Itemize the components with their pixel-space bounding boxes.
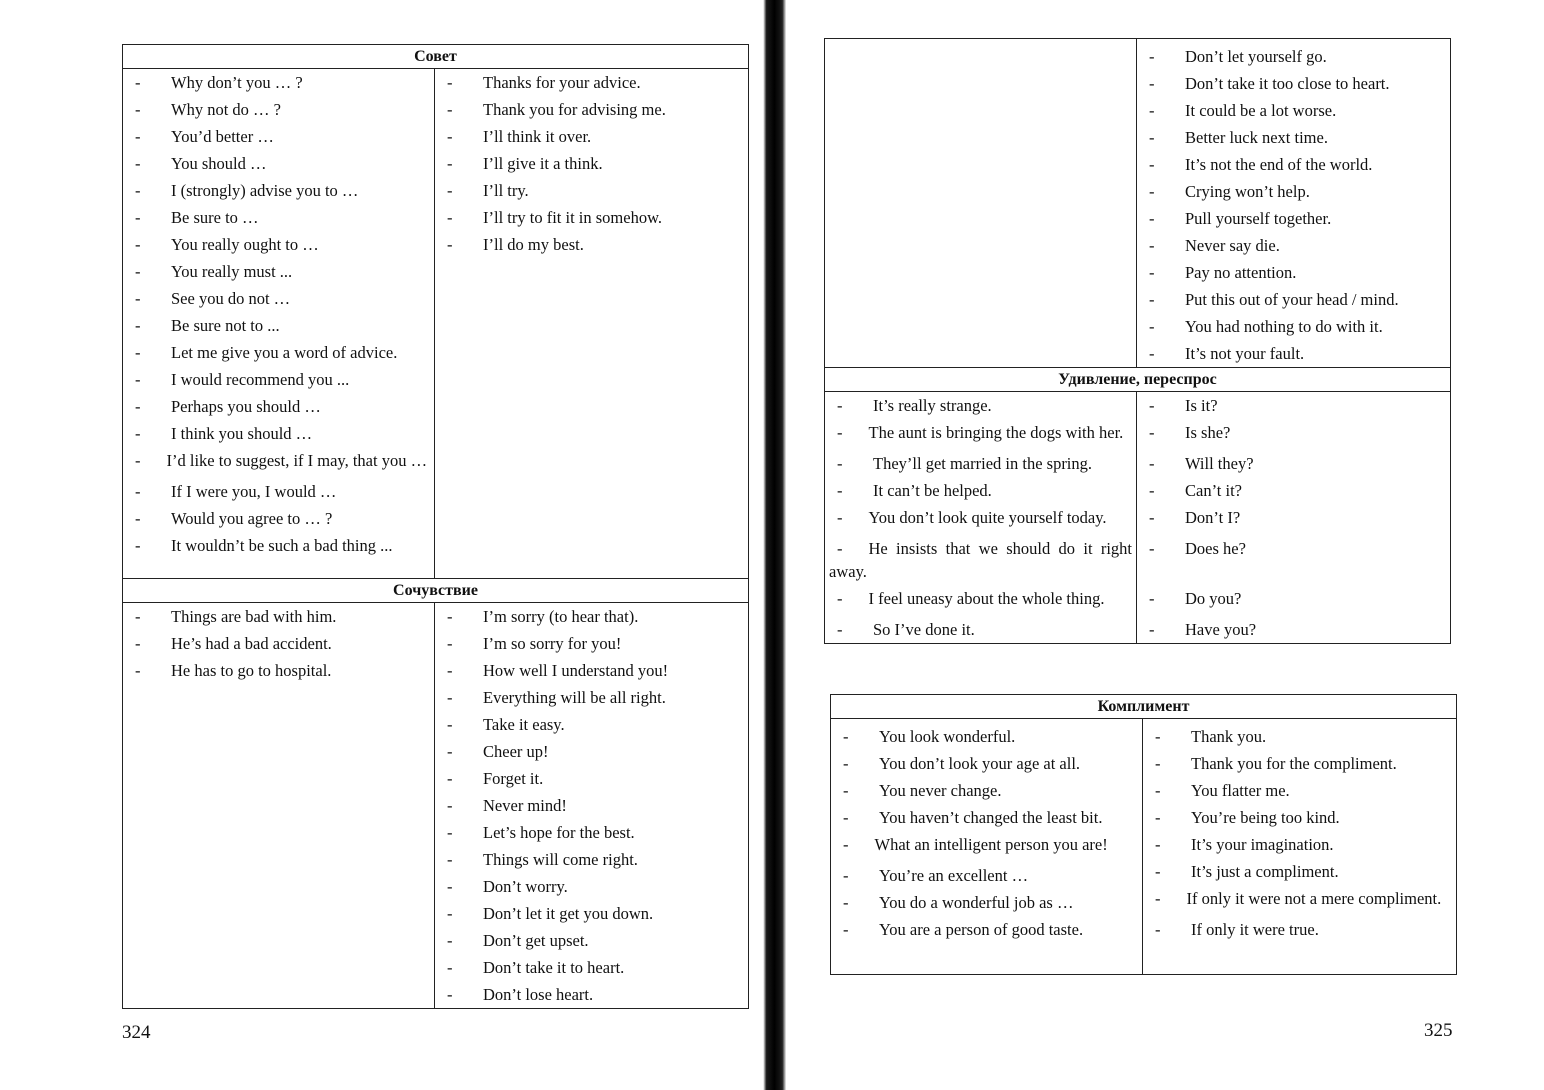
list-item: - If I were you, I would … xyxy=(123,478,434,505)
list-item: - Is she? xyxy=(1137,419,1450,446)
list-item: - I’ll try to fit it in somehow. xyxy=(435,204,748,231)
list-item: - You really ought to … xyxy=(123,231,434,258)
list-item: - It could be a lot worse. xyxy=(1137,97,1450,124)
list-item: - Don’t lose heart. xyxy=(435,981,748,1008)
table-row xyxy=(825,450,1451,477)
list-item: - Perhaps you should … xyxy=(123,393,434,420)
list-item: - You’re an excellent … xyxy=(831,862,1142,889)
list-item: - You are a person of good taste. xyxy=(831,916,1142,943)
list-item: - Don’t I? xyxy=(1137,504,1450,531)
list-item: - I would recommend you ... xyxy=(123,366,434,393)
list-item: - See you do not … xyxy=(123,285,434,312)
list-item: - What an intelligent person you are! xyxy=(831,831,1142,862)
list-item: - It’s not your fault. xyxy=(1137,340,1450,367)
list-item: - Why don’t you … ? xyxy=(123,69,434,96)
right-page xyxy=(792,0,1544,1090)
left-page xyxy=(0,0,760,1090)
list-item: - Do you? xyxy=(1137,585,1450,612)
section-title-sovet: Совет xyxy=(123,45,749,69)
list-item: - He insists that we should do it right away. xyxy=(825,535,1136,585)
list-item: - Things are bad with him. xyxy=(123,603,434,630)
book-spine xyxy=(760,0,792,1090)
section-title-sochuvstvie: Сочувствие xyxy=(123,579,749,603)
list-item: - Pay no attention. xyxy=(1137,259,1450,286)
list-item: - I’ll try. xyxy=(435,177,748,204)
list-item: - They’ll get married in the spring. xyxy=(825,450,1136,477)
list-item: - Never say die. xyxy=(1137,232,1450,259)
list-item: - I feel uneasy about the whole thing. xyxy=(825,585,1136,616)
table-row xyxy=(825,585,1451,616)
list-item: - If only it were true. xyxy=(1143,916,1456,943)
list-item: - Don’t take it too close to heart. xyxy=(1137,70,1450,97)
list-item: - I’ll give it a think. xyxy=(435,150,748,177)
list-item: - Let’s hope for the best. xyxy=(435,819,748,846)
list-item: - Don’t get upset. xyxy=(435,927,748,954)
list-item: - It’s just a compliment. xyxy=(1143,858,1456,885)
list-item: - Put this out of your head / mind. xyxy=(1137,286,1450,313)
list-item: - Don’t take it to heart. xyxy=(435,954,748,981)
list-item: - Will they? xyxy=(1137,450,1450,477)
list-item: - Let me give you a word of advice. xyxy=(123,339,434,366)
list-item: - It wouldn’t be such a bad thing ... xyxy=(123,532,434,559)
continued-surprise-table xyxy=(824,38,1451,644)
list-item: - Thank you for the compliment. xyxy=(1143,750,1456,777)
list-item: - Better luck next time. xyxy=(1137,124,1450,151)
section-title-kompliment: Комплимент xyxy=(831,695,1457,719)
list-item: - He has to go to hospital. xyxy=(123,657,434,684)
list-item: - Never mind! xyxy=(435,792,748,819)
list-item: - You should … xyxy=(123,150,434,177)
table-row xyxy=(825,392,1451,420)
list-item: - Everything will be all right. xyxy=(435,684,748,711)
list-item: - Pull yourself together. xyxy=(1137,205,1450,232)
list-item: - You do a wonderful job as … xyxy=(831,889,1142,916)
continued-col1 xyxy=(825,39,1137,368)
list-item: - Things will come right. xyxy=(435,846,748,873)
table-row xyxy=(825,616,1451,644)
list-item: - I’m so sorry for you! xyxy=(435,630,748,657)
list-item: - Have you? xyxy=(1137,616,1450,643)
list-item: - You’re being too kind. xyxy=(1143,804,1456,831)
list-item: - It’s your imagination. xyxy=(1143,831,1456,858)
list-item: - You haven’t changed the least bit. xyxy=(831,804,1142,831)
sovet-col1 xyxy=(123,69,435,579)
list-item: - You look wonderful. xyxy=(831,723,1142,750)
list-item: - Crying won’t help. xyxy=(1137,178,1450,205)
list-item: - Does he? xyxy=(1137,535,1450,562)
list-item: - Don’t worry. xyxy=(435,873,748,900)
list-item: - It’s not the end of the world. xyxy=(1137,151,1450,178)
list-item: - I’ll do my best. xyxy=(435,231,748,258)
continued-col2 xyxy=(1137,39,1451,368)
table-row xyxy=(825,504,1451,535)
list-item: - I’d like to suggest, if I may, that you … xyxy=(123,447,434,478)
advice-sympathy-table xyxy=(122,44,749,1009)
list-item: - He’s had a bad accident. xyxy=(123,630,434,657)
table-row xyxy=(825,477,1451,504)
list-item: - I’ll think it over. xyxy=(435,123,748,150)
sochuvstvie-col2 xyxy=(435,603,749,1009)
list-item: - You don’t look quite yourself today. xyxy=(825,504,1136,535)
list-item: - Don’t let it get you down. xyxy=(435,900,748,927)
list-item: - You flatter me. xyxy=(1143,777,1456,804)
list-item: - You really must ... xyxy=(123,258,434,285)
list-item: - I’m sorry (to hear that). xyxy=(435,603,748,630)
page-number-left: 324 xyxy=(122,1022,151,1043)
list-item: - Thank you. xyxy=(1143,723,1456,750)
list-item: - Don’t let yourself go. xyxy=(1137,43,1450,70)
list-item: - Can’t it? xyxy=(1137,477,1450,504)
sochuvstvie-col1 xyxy=(123,603,435,1009)
list-item: - Thanks for your advice. xyxy=(435,69,748,96)
compliment-table xyxy=(830,694,1457,975)
list-item: - How well I understand you! xyxy=(435,657,748,684)
list-item: - I (strongly) advise you to … xyxy=(123,177,434,204)
page-number-right: 325 xyxy=(1424,1020,1453,1041)
list-item: - Forget it. xyxy=(435,765,748,792)
list-item: - Take it easy. xyxy=(435,711,748,738)
list-item: - Thank you for advising me. xyxy=(435,96,748,123)
list-item: - It’s really strange. xyxy=(825,392,1136,419)
list-item: - The aunt is bringing the dogs with her. xyxy=(825,419,1136,450)
list-item: - Why not do … ? xyxy=(123,96,434,123)
list-item: - If only it were not a mere compliment. xyxy=(1143,885,1456,916)
list-item: - You had nothing to do with it. xyxy=(1137,313,1450,340)
list-item: - It can’t be helped. xyxy=(825,477,1136,504)
kompliment-col1 xyxy=(831,719,1143,975)
list-item: - I think you should … xyxy=(123,420,434,447)
list-item: - You never change. xyxy=(831,777,1142,804)
list-item: - Would you agree to … ? xyxy=(123,505,434,532)
sovet-col2 xyxy=(435,69,749,579)
list-item: - Cheer up! xyxy=(435,738,748,765)
list-item: - Be sure not to ... xyxy=(123,312,434,339)
table-row xyxy=(825,535,1451,585)
list-item: - Is it? xyxy=(1137,392,1450,419)
list-item: - So I’ve done it. xyxy=(825,616,1136,643)
table-row xyxy=(825,419,1451,450)
list-item: - Be sure to … xyxy=(123,204,434,231)
kompliment-col2 xyxy=(1143,719,1457,975)
list-item: - You don’t look your age at all. xyxy=(831,750,1142,777)
list-item: - You’d better … xyxy=(123,123,434,150)
section-title-udivlenie: Удивление, переспрос xyxy=(825,368,1451,392)
